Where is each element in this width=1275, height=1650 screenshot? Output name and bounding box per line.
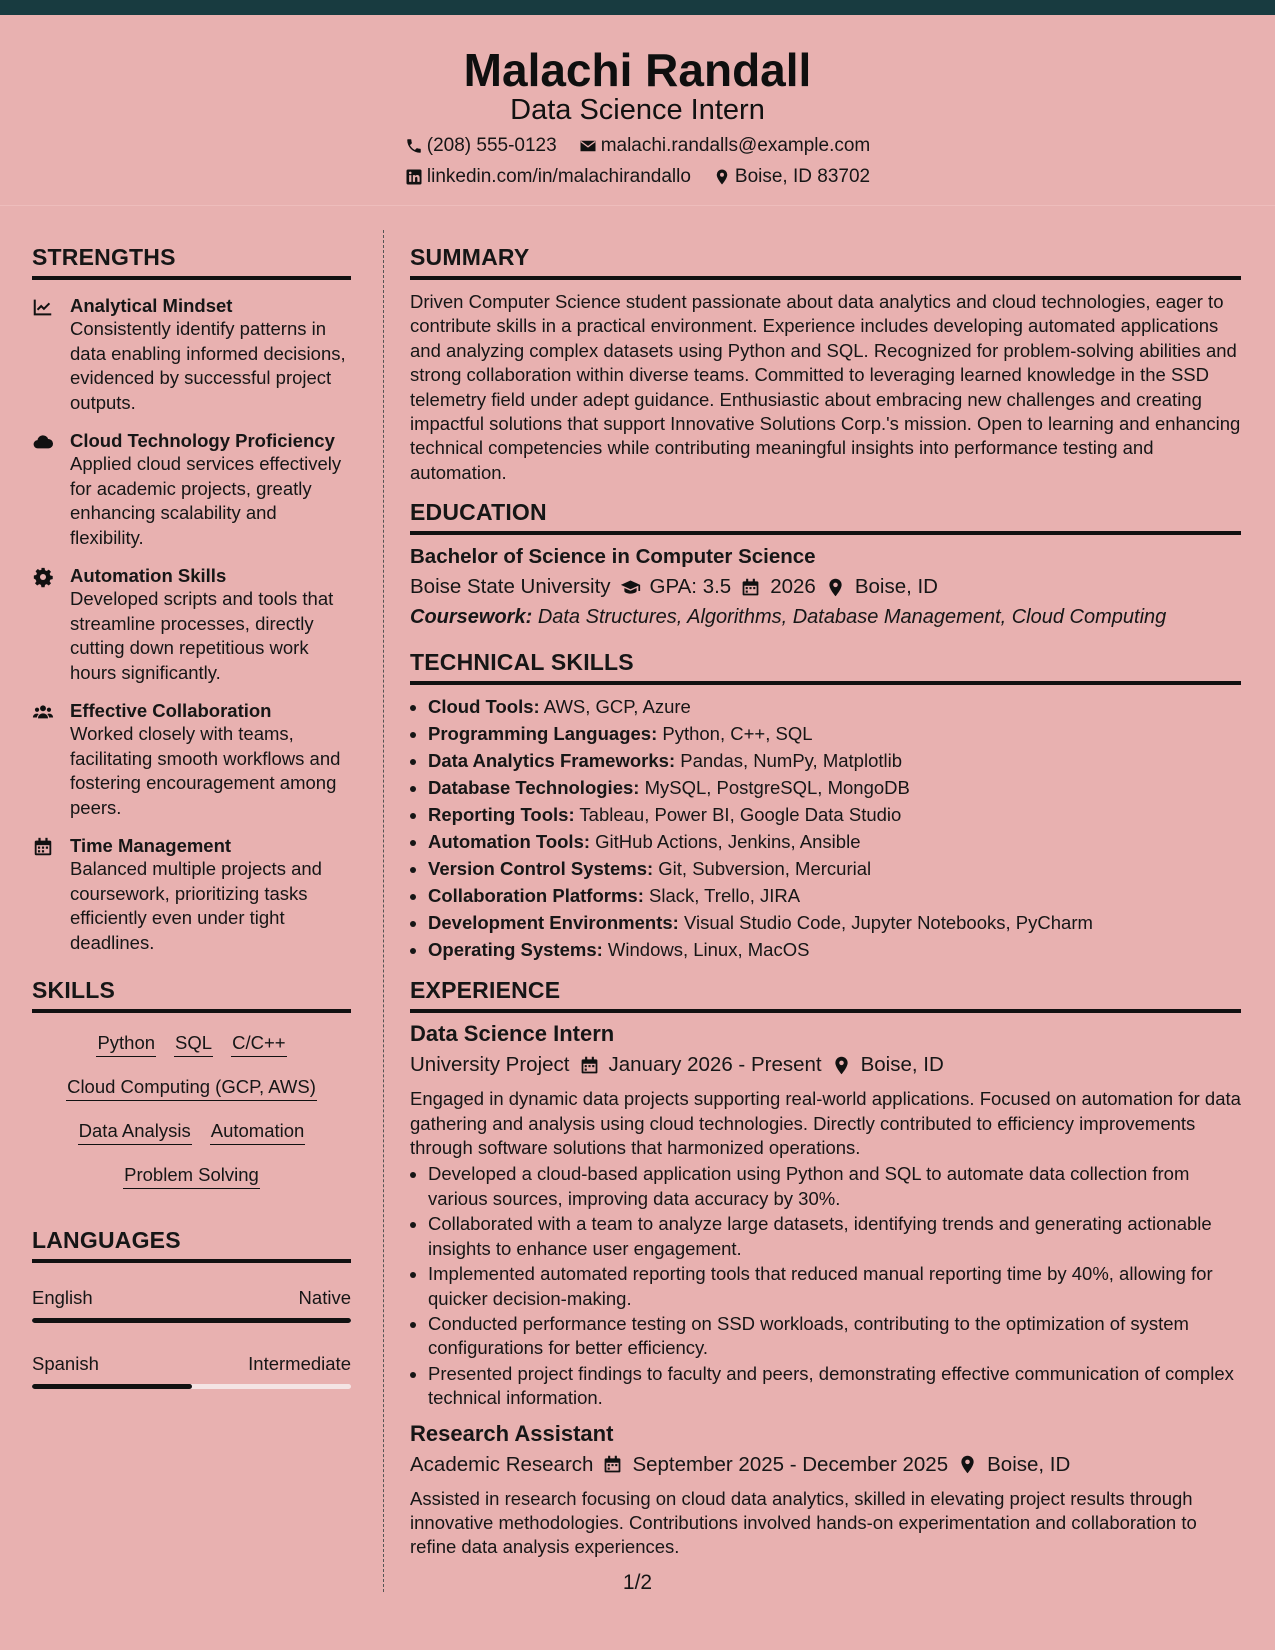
language-level: Intermediate <box>248 1353 351 1374</box>
job-meta <box>410 1453 1241 1477</box>
skill-tag: C/C++ <box>231 1031 286 1057</box>
language-bar <box>32 1318 351 1323</box>
job-location: Boise, ID <box>860 1053 944 1077</box>
skills-heading: SKILLS <box>32 977 351 1013</box>
job-description: Assisted in research focusing on cloud data analytics, skilled in elevating project results through innovative methodologies. Contributions involved hands-on experimentation and collaboration to refine data analysis experiences. <box>410 1487 1197 1558</box>
summary-text: Driven Computer Science student passionate about data analytics and cloud technologies, eager to contribute skills in a practical environment. Experience includes developing automated applications and analyzing complex datasets using Python and SQL. Recognized for problem-solving abilities and strong collaboration within diverse teams. Committed to leveraging learned knowledge in the SSD telemetry field under adept guidance. Enthusiastic about embracing new challenges and creating impactful solutions that support Innovative Solutions Corp.'s mission. Open to learning and enhancing technical competencies while contributing meaningful insights into performance testing and automation. <box>410 291 1241 483</box>
education-school: Boise State University <box>410 575 611 599</box>
skill-tag: Data Analysis <box>78 1119 192 1145</box>
skill-row <box>32 1075 351 1101</box>
email-text: malachi.randalls@example.com <box>600 135 871 156</box>
map-pin-icon <box>831 1055 852 1076</box>
skill-row <box>32 1163 351 1189</box>
skill-values: Visual Studio Code, Jupyter Notebooks, PyCharm <box>683 912 1093 934</box>
contact-row-2 <box>0 166 1275 188</box>
graduation-cap-icon <box>620 577 641 598</box>
strengths-heading: STRENGTHS <box>32 244 351 280</box>
calendar-icon <box>740 577 761 598</box>
skill-category: Development Environments: <box>428 912 679 934</box>
job-entry <box>410 1421 1241 1560</box>
list-item <box>428 855 1241 882</box>
job-dates: January 2026 - Present <box>608 1053 822 1077</box>
strength-item <box>32 429 351 550</box>
phone-icon <box>405 137 423 155</box>
strength-title: Analytical Mindset <box>70 295 233 316</box>
skill-category: Data Analytics Frameworks: <box>428 750 676 772</box>
strength-desc: Applied cloud services effectively for academic projects, greatly enhancing scalability and flexibility. <box>70 453 342 548</box>
calendar-icon <box>32 836 54 858</box>
language-bar <box>32 1384 351 1389</box>
column-divider <box>383 230 384 1592</box>
cloud-icon <box>32 431 54 453</box>
education-coursework <box>410 606 1241 629</box>
education-degree: Bachelor of Science in Computer Science <box>410 545 816 569</box>
job-title: Research Assistant <box>410 1420 614 1446</box>
skill-tag: Problem Solving <box>123 1163 260 1189</box>
skill-category: Version Control Systems: <box>428 858 654 880</box>
experience-heading: EXPERIENCE <box>410 977 1241 1013</box>
linkedin-icon <box>405 168 423 186</box>
skill-values: Tableau, Power BI, Google Data Studio <box>579 804 902 826</box>
job-org: Academic Research <box>410 1452 594 1476</box>
chart-line-icon <box>32 296 54 318</box>
skill-category: Operating Systems: <box>428 939 603 961</box>
map-pin-icon <box>825 577 846 598</box>
map-pin-icon <box>713 168 731 186</box>
linkedin-text: linkedin.com/in/malachirandallo <box>426 166 691 187</box>
strength-item <box>32 834 351 955</box>
technical-skills-heading: TECHNICAL SKILLS <box>410 649 1241 685</box>
skill-values: AWS, GCP, Azure <box>543 696 691 718</box>
job-meta <box>410 1053 1241 1077</box>
contact-email[interactable] <box>579 135 871 157</box>
strength-desc: Worked closely with teams, facilitating smooth workflows and fostering encouragement among peers. <box>70 723 341 818</box>
skill-tag: Automation <box>210 1119 306 1145</box>
skill-category: Database Technologies: <box>428 777 640 799</box>
skill-category: Reporting Tools: <box>428 804 575 826</box>
strength-item <box>32 699 351 820</box>
list-item: • Presented project findings to faculty and peers, demonstrating effective communication of complex technical information. <box>428 1362 1241 1411</box>
contact-linkedin[interactable] <box>405 166 691 188</box>
list-item: • Developed a cloud-based application using Python and SQL to automate data collection from various sources, improving data accuracy by 30%. <box>428 1162 1241 1211</box>
list-item <box>428 801 1241 828</box>
list-item <box>428 882 1241 909</box>
contact-phone[interactable] <box>405 135 557 157</box>
candidate-name: Malachi Randall <box>463 44 812 96</box>
skill-category: Programming Languages: <box>428 723 658 745</box>
language-level: Native <box>298 1287 351 1308</box>
candidate-title: Data Science Intern <box>510 94 765 126</box>
job-description: Engaged in dynamic data projects supporting real-world applications. Focused on automation for data gathering and analysis using cloud technologies. Directly contributed to efficiency improvements through software solutions that harmonized operations. <box>410 1088 1241 1159</box>
language-item <box>32 1353 351 1389</box>
skill-values: Windows, Linux, MacOS <box>607 939 810 961</box>
skill-category: Collaboration Platforms: <box>428 885 644 907</box>
language-bar-fill <box>32 1318 351 1323</box>
list-item <box>428 693 1241 720</box>
skill-row <box>32 1031 351 1057</box>
phone-text: (208) 555-0123 <box>426 135 557 156</box>
skill-row <box>32 1119 351 1145</box>
gear-icon <box>32 566 54 588</box>
envelope-icon <box>579 137 597 155</box>
skills-list <box>32 1031 351 1189</box>
education-heading: EDUCATION <box>410 499 1241 535</box>
skill-tag: Python <box>96 1031 156 1057</box>
summary-heading: SUMMARY <box>410 244 1241 280</box>
education-year: 2026 <box>770 575 816 599</box>
list-item: • Implemented automated reporting tools that reduced manual reporting time by 40%, allowing for quicker decision-making. <box>428 1262 1241 1311</box>
skill-category: Cloud Tools: <box>428 696 540 718</box>
strength-desc: Consistently identify patterns in data enabling informed decisions, evidenced by successful project outputs. <box>70 318 346 413</box>
job-location: Boise, ID <box>987 1452 1071 1476</box>
strength-title: Time Management <box>70 835 232 856</box>
skill-tag: Cloud Computing (GCP, AWS) <box>66 1075 317 1101</box>
technical-skills-list <box>410 693 1241 963</box>
resume-header <box>0 15 1275 206</box>
skill-values: Git, Subversion, Mercurial <box>658 858 872 880</box>
contact-location <box>713 166 870 188</box>
map-pin-icon <box>957 1454 978 1475</box>
skill-values: Pandas, NumPy, Matplotlib <box>680 750 903 772</box>
right-column <box>410 244 1241 1560</box>
page-number: 1/2 <box>622 1571 653 1594</box>
language-name: Spanish <box>32 1353 99 1374</box>
language-bar-fill <box>32 1384 192 1389</box>
list-item <box>428 720 1241 747</box>
job-bullets <box>410 1162 1241 1410</box>
contact-row-1 <box>0 135 1275 157</box>
job-org: University Project <box>410 1053 570 1077</box>
languages-heading: LANGUAGES <box>32 1227 351 1263</box>
job-title: Data Science Intern <box>410 1021 615 1047</box>
skill-values: Slack, Trello, JIRA <box>649 885 801 907</box>
strength-title: Automation Skills <box>70 565 227 586</box>
skill-values: GitHub Actions, Jenkins, Ansible <box>595 831 861 853</box>
location-text: Boise, ID 83702 <box>734 166 871 187</box>
list-item <box>428 747 1241 774</box>
skill-values: Python, C++, SQL <box>662 723 813 745</box>
list-item: • Collaborated with a team to analyze large datasets, identifying trends and generating actionable insights to enhance user engagement. <box>428 1212 1241 1261</box>
strength-item <box>32 294 351 415</box>
education-meta <box>410 575 1241 599</box>
strength-title: Cloud Technology Proficiency <box>70 430 335 451</box>
list-item <box>428 909 1241 936</box>
list-item: • Conducted performance testing on SSD workloads, contributing to the optimization of system configurations for better efficiency. <box>428 1312 1241 1361</box>
skill-category: Automation Tools: <box>428 831 591 853</box>
job-entry <box>410 1021 1241 1410</box>
education-location: Boise, ID <box>854 575 938 599</box>
list-item <box>428 828 1241 855</box>
skill-values: MySQL, PostgreSQL, MongoDB <box>644 777 910 799</box>
job-dates: September 2025 - December 2025 <box>632 1452 949 1476</box>
list-item <box>428 936 1241 963</box>
strength-item <box>32 564 351 685</box>
strength-desc: Balanced multiple projects and coursework, prioritizing tasks efficiently even under tight deadlines. <box>70 858 322 953</box>
calendar-icon <box>602 1454 623 1475</box>
users-icon <box>32 701 54 723</box>
education-gpa: GPA: 3.5 <box>649 575 732 599</box>
strength-desc: Developed scripts and tools that streamline processes, directly cutting down repetitious work hours significantly. <box>70 588 334 683</box>
coursework-text: Data Structures, Algorithms, Database Management, Cloud Computing <box>537 606 1167 629</box>
language-item <box>32 1287 351 1323</box>
list-item <box>428 774 1241 801</box>
skill-tag: SQL <box>174 1031 213 1057</box>
language-name: English <box>32 1287 93 1308</box>
coursework-label: Coursework: <box>410 606 533 629</box>
left-column <box>32 244 351 1389</box>
top-accent-bar <box>0 0 1275 15</box>
calendar-icon <box>579 1055 600 1076</box>
strength-title: Effective Collaboration <box>70 700 272 721</box>
